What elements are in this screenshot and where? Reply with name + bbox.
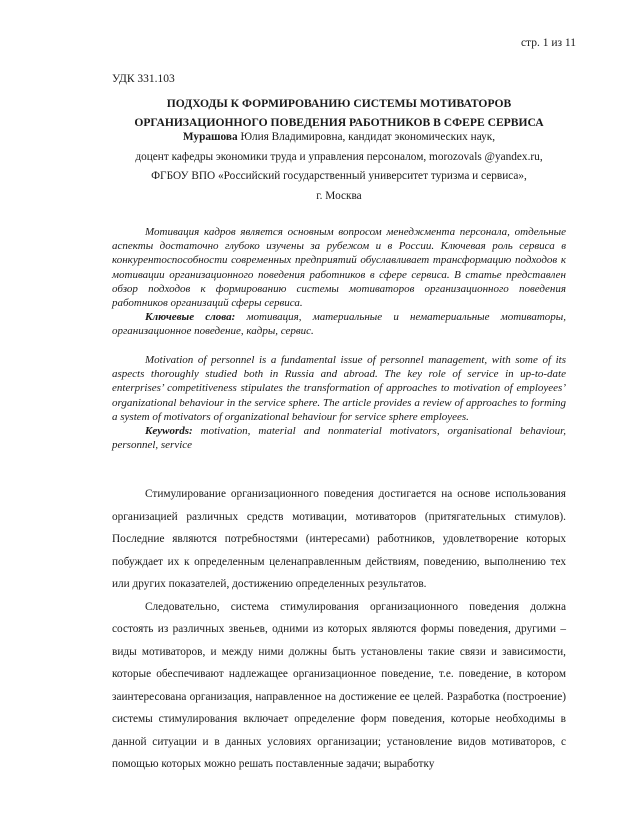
author-name-line [112, 128, 566, 148]
title-line-1: ПОДХОДЫ К ФОРМИРОВАНИЮ СИСТЕМЫ МОТИВАТОРОВ [166, 97, 512, 110]
udk-code: УДК 331.103 [112, 73, 175, 85]
title-line-2: ОРГАНИЗАЦИОННОГО ПОВЕДЕНИЯ РАБОТНИКОВ В СФЕРЕ СЕРВИСА [134, 115, 544, 129]
author-surname: Мурашова [182, 131, 238, 143]
abstract-en [112, 353, 566, 452]
keywords-en [112, 424, 566, 452]
body-text [112, 483, 566, 776]
abstract-ru-text: Мотивация кадров является основным вопросом менеджмента персонала, отдельные аспекты достаточно глубоко изучены за рубежом и в России. Ключевая роль сервиса в конкурентоспособности современных предприятий обуславливает трансформацию подходов к мотивации организационного поведения работников в сфере сервиса. В статье представлен обзор подходов к формированию системы мотиваторов организационного поведения работников организаций сферы сервиса. [112, 226, 566, 310]
article-title [112, 95, 566, 132]
author-name-rest: Юлия Владимировна, кандидат экономических наук, [237, 131, 496, 143]
abstract-en-text: Motivation of personnel is a fundamental issue of personnel management, with some of its aspects thoroughly studied both in Russia and abroad. The key role of service in up-to-date enterprises’ competitiveness stipulates the transformation of approaches to motivation of employees’ organizational behaviour in the service sphere. The article provides a review of approaches to forming a system of motivators of organizational behaviour for service sphere employees. [112, 354, 566, 423]
author-block [112, 128, 566, 206]
page-number: стр. 1 из 11 [520, 37, 576, 49]
keywords-en-label: Keywords: [145, 425, 193, 438]
abstract-ru [112, 225, 566, 339]
body-paragraph-1: Стимулирование организационного поведения достигается на основе использования организацией различных средств мотивации, мотиваторов (притягательных стимулов). Последние являются потребностями (интересами) работников, удовлетворение которых побуждает их к определенным целенаправленным действиям, поведению, выполнению тех или других показателей, достижению определенных результатов. [112, 488, 566, 590]
keywords-ru [112, 310, 566, 338]
body-paragraph-2: Следовательно, система стимулирования организационного поведения должна состоять из различных звеньев, одними из которых являются формы поведения, другими – виды мотиваторов, и между ними должны быть установлены такие связи и зависимости, которые обеспечивают надлежащее организационное поведение, т.е. поведение, в котором заинтересована организация, направленное на достижение ее целей. Разработка (построение) системы стимулирования включает определение форм поведения, которые необходимы в данной ситуации и в данных условиях организации; установление видов мотиваторов, с помощью которых можно решать поставленные задачи; выработку [112, 600, 566, 770]
author-city: г. Москва [316, 189, 362, 202]
author-position: доцент кафедры экономики труда и управления персоналом, morozovals @yandex.ru, [135, 150, 543, 163]
keywords-ru-list: мотивация, материальные и нематериальные мотиваторы, организационное поведение, кадры, сервис. [112, 311, 566, 338]
keywords-ru-label: Ключевые слова: [145, 311, 236, 324]
author-affiliation: ФГБОУ ВПО «Российский государственный университет туризма и сервиса», [151, 170, 527, 182]
keywords-en-list: motivation, material and nonmaterial motivators, organisational behaviour, personnel, service [112, 425, 566, 452]
